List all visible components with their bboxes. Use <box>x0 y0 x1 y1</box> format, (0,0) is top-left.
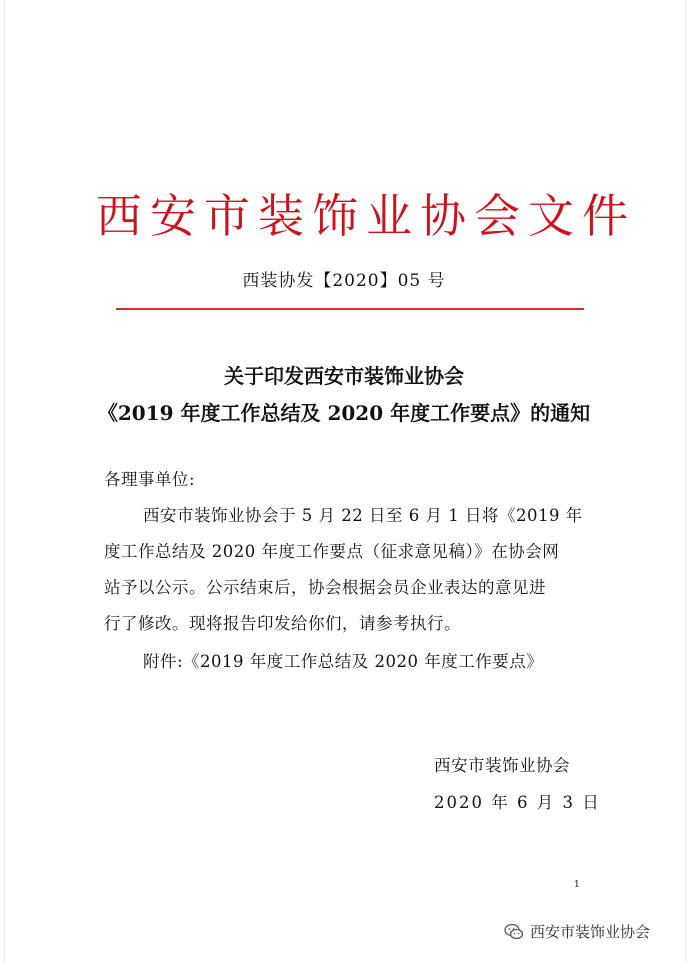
page-number: 1 <box>574 880 580 890</box>
wechat-icon <box>504 922 524 942</box>
paragraph-line: 站予以公示。公示结束后，协会根据会员企业表达的意见进 <box>104 578 546 597</box>
wechat-watermark <box>504 921 650 942</box>
signature-org: 西安市装饰业协会 <box>434 756 570 775</box>
org-document-title: 西安市装饰业协会文件 <box>96 189 636 243</box>
paragraph-line: 度工作总结及 2020 年度工作要点（征求意见稿）》在协会网 <box>104 542 560 561</box>
paragraph-line: 行了修改。现将报告印发给你们，请参考执行。 <box>104 614 461 633</box>
attachment-line: 附件:《2019 年度工作总结及 2020 年度工作要点》 <box>143 652 544 671</box>
watermark-text: 西安市装饰业协会 <box>530 923 651 941</box>
notice-title-line-2: 《2019 年度工作总结及 2020 年度工作要点》的通知 <box>97 401 591 425</box>
header-divider <box>116 308 584 310</box>
notice-title-line-1: 关于印发西安市装饰业协会 <box>224 364 464 388</box>
salutation: 各理事单位: <box>104 470 196 489</box>
document-number: 西装协发【2020】05 号 <box>242 271 446 291</box>
signature-date: 2020 年 6 月 3 日 <box>434 793 601 812</box>
paragraph-line: 西安市装饰业协会于 5 月 22 日至 6 月 1 日将《2019 年 <box>143 506 583 525</box>
